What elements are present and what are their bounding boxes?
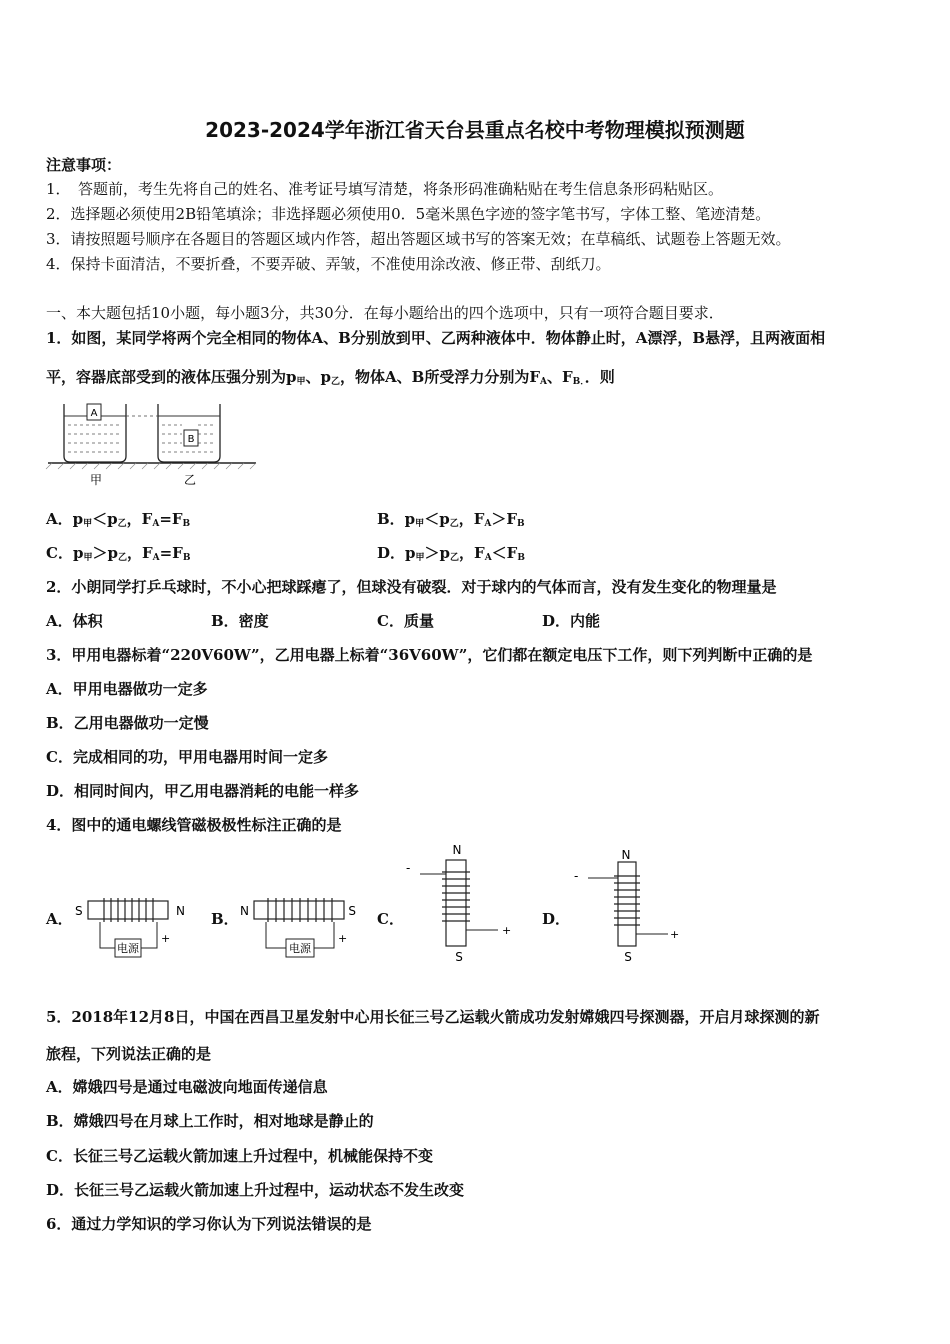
q4-option-b-label: B． bbox=[211, 910, 239, 928]
pole-bottom-label: S bbox=[624, 950, 632, 964]
q5-stem-line1: 5．2018年12月8日，中国在西昌卫星发射中心用长征三号乙运载火箭成功发射嫦娥四号探测器，开启月球探测的新 bbox=[46, 1008, 820, 1026]
plus-sign: + bbox=[670, 928, 680, 941]
q4-stem: 4．图中的通电螺线管磁极极性标注正确的是 bbox=[46, 816, 342, 834]
q3-option-a: A．甲用电器做功一定多 bbox=[46, 680, 208, 698]
q4-solenoid-d-figure bbox=[566, 842, 690, 966]
pole-right-label: S bbox=[348, 904, 356, 918]
plus-sign: + bbox=[502, 924, 512, 937]
pole-top-label: N bbox=[452, 843, 462, 857]
pole-right-label: N bbox=[176, 904, 185, 918]
plus-sign: + bbox=[338, 932, 348, 945]
notice-item: 2．选择题必须使用2B铅笔填涂；非选择题必须使用0．5毫米黑色字迹的签字笔书写，字体工整、笔迹清楚。 bbox=[46, 205, 771, 223]
plus-sign: + bbox=[161, 932, 171, 945]
container-jia-label: 甲 bbox=[89, 473, 103, 487]
box-a-label: A bbox=[90, 408, 98, 419]
notice-item: 3．请按照题号顺序在各题目的答题区域内作答，超出答题区域书写的答案无效；在草稿纸、试题卷上答题无效。 bbox=[46, 230, 791, 248]
q2-option-c: C．质量 bbox=[377, 612, 434, 630]
notice-item: 4．保持卡面清洁，不要折叠，不要弄破、弄皱，不准使用涂改液、修正带、刮纸刀。 bbox=[46, 255, 611, 273]
q4-solenoid-b-figure bbox=[236, 890, 360, 966]
q5-option-a: A．嫦娥四号是通过电磁波向地面传递信息 bbox=[46, 1078, 328, 1096]
q2-option-b: B．密度 bbox=[211, 612, 269, 630]
q3-stem: 3．甲用电器标着“220V60W”，乙用电器上标着“36V60W”，它们都在额定电压下工作，则下列判断中正确的是 bbox=[46, 646, 813, 664]
page-title: 2023-2024学年浙江省天台县重点名校中考物理模拟预测题 bbox=[205, 118, 745, 142]
q3-option-d: D．相同时间内，甲乙用电器消耗的电能一样多 bbox=[46, 782, 360, 800]
power-source-label: 电源 bbox=[289, 942, 311, 955]
q2-option-a: A．体积 bbox=[46, 612, 103, 630]
q1-option-b: B．$p_甲<p_乙$，$F_A>F_B$ bbox=[377, 510, 525, 529]
q4-solenoid-c-figure bbox=[400, 842, 520, 966]
minus-sign: - bbox=[406, 861, 411, 875]
power-source-label: 电源 bbox=[117, 942, 139, 955]
q6-stem: 6．通过力学知识的学习你认为下列说法错误的是 bbox=[46, 1215, 372, 1233]
minus-sign: - bbox=[574, 869, 579, 883]
q5-option-b: B．嫦娥四号在月球上工作时，相对地球是静止的 bbox=[46, 1112, 374, 1130]
q3-option-c: C．完成相同的功，甲用电器用时间一定多 bbox=[46, 748, 328, 766]
notice-heading: 注意事项： bbox=[46, 156, 122, 174]
q5-option-d: D．长征三号乙运载火箭加速上升过程中，运动状态不发生改变 bbox=[46, 1181, 465, 1199]
q3-option-b: B．乙用电器做功一定慢 bbox=[46, 714, 209, 732]
q4-option-a-label: A． bbox=[46, 910, 73, 928]
q2-stem: 2．小朗同学打乒乓球时，不小心把球踩瘪了，但球没有破裂．对于球内的气体而言，没有发生变化的物理量是 bbox=[46, 578, 777, 596]
container-yi-label: 乙 bbox=[183, 473, 197, 487]
q5-stem-line2: 旅程，下列说法正确的是 bbox=[46, 1045, 212, 1063]
q5-option-c: C．长征三号乙运载火箭加速上升过程中，机械能保持不变 bbox=[46, 1147, 433, 1165]
q4-option-c-label: C． bbox=[377, 910, 404, 928]
box-b-label: B bbox=[187, 434, 195, 445]
pole-top-label: N bbox=[621, 848, 631, 862]
pole-left-label: S bbox=[75, 904, 83, 918]
q1-option-a: A．$p_甲<p_乙$，$F_A=F_B$ bbox=[46, 510, 191, 529]
q1-stem-line2: 平，容器底部受到的液体压强分别为$p_甲$、$p_乙$，物体A、B所受浮力分别为$F_A$、$F_{B.}$．则 bbox=[46, 368, 615, 387]
q4-option-d-label: D． bbox=[542, 910, 571, 928]
q2-option-d: D．内能 bbox=[542, 612, 601, 630]
notice-item: 1． 答题前，考生先将自己的姓名、准考证号填写清楚，将条形码准确粘贴在考生信息条形码粘贴区。 bbox=[46, 180, 724, 198]
q1-option-c: C．$p_甲>p_乙$，$F_A=F_B$ bbox=[46, 544, 191, 563]
q4-solenoid-a-figure bbox=[70, 890, 188, 966]
q1-option-d: D．$p_甲>p_乙$，$F_A<F_B$ bbox=[377, 544, 525, 563]
pole-bottom-label: S bbox=[455, 950, 463, 964]
pole-left-label: N bbox=[240, 904, 249, 918]
q1-containers-figure bbox=[44, 398, 264, 490]
section-heading: 一、本大题包括10小题，每小题3分，共30分．在每小题给出的四个选项中，只有一项符合题目要求． bbox=[46, 304, 724, 322]
q1-stem-line1: 1．如图，某同学将两个完全相同的物体A、B分别放到甲、乙两种液体中．物体静止时，A漂浮，B悬浮，且两液面相 bbox=[46, 329, 826, 347]
